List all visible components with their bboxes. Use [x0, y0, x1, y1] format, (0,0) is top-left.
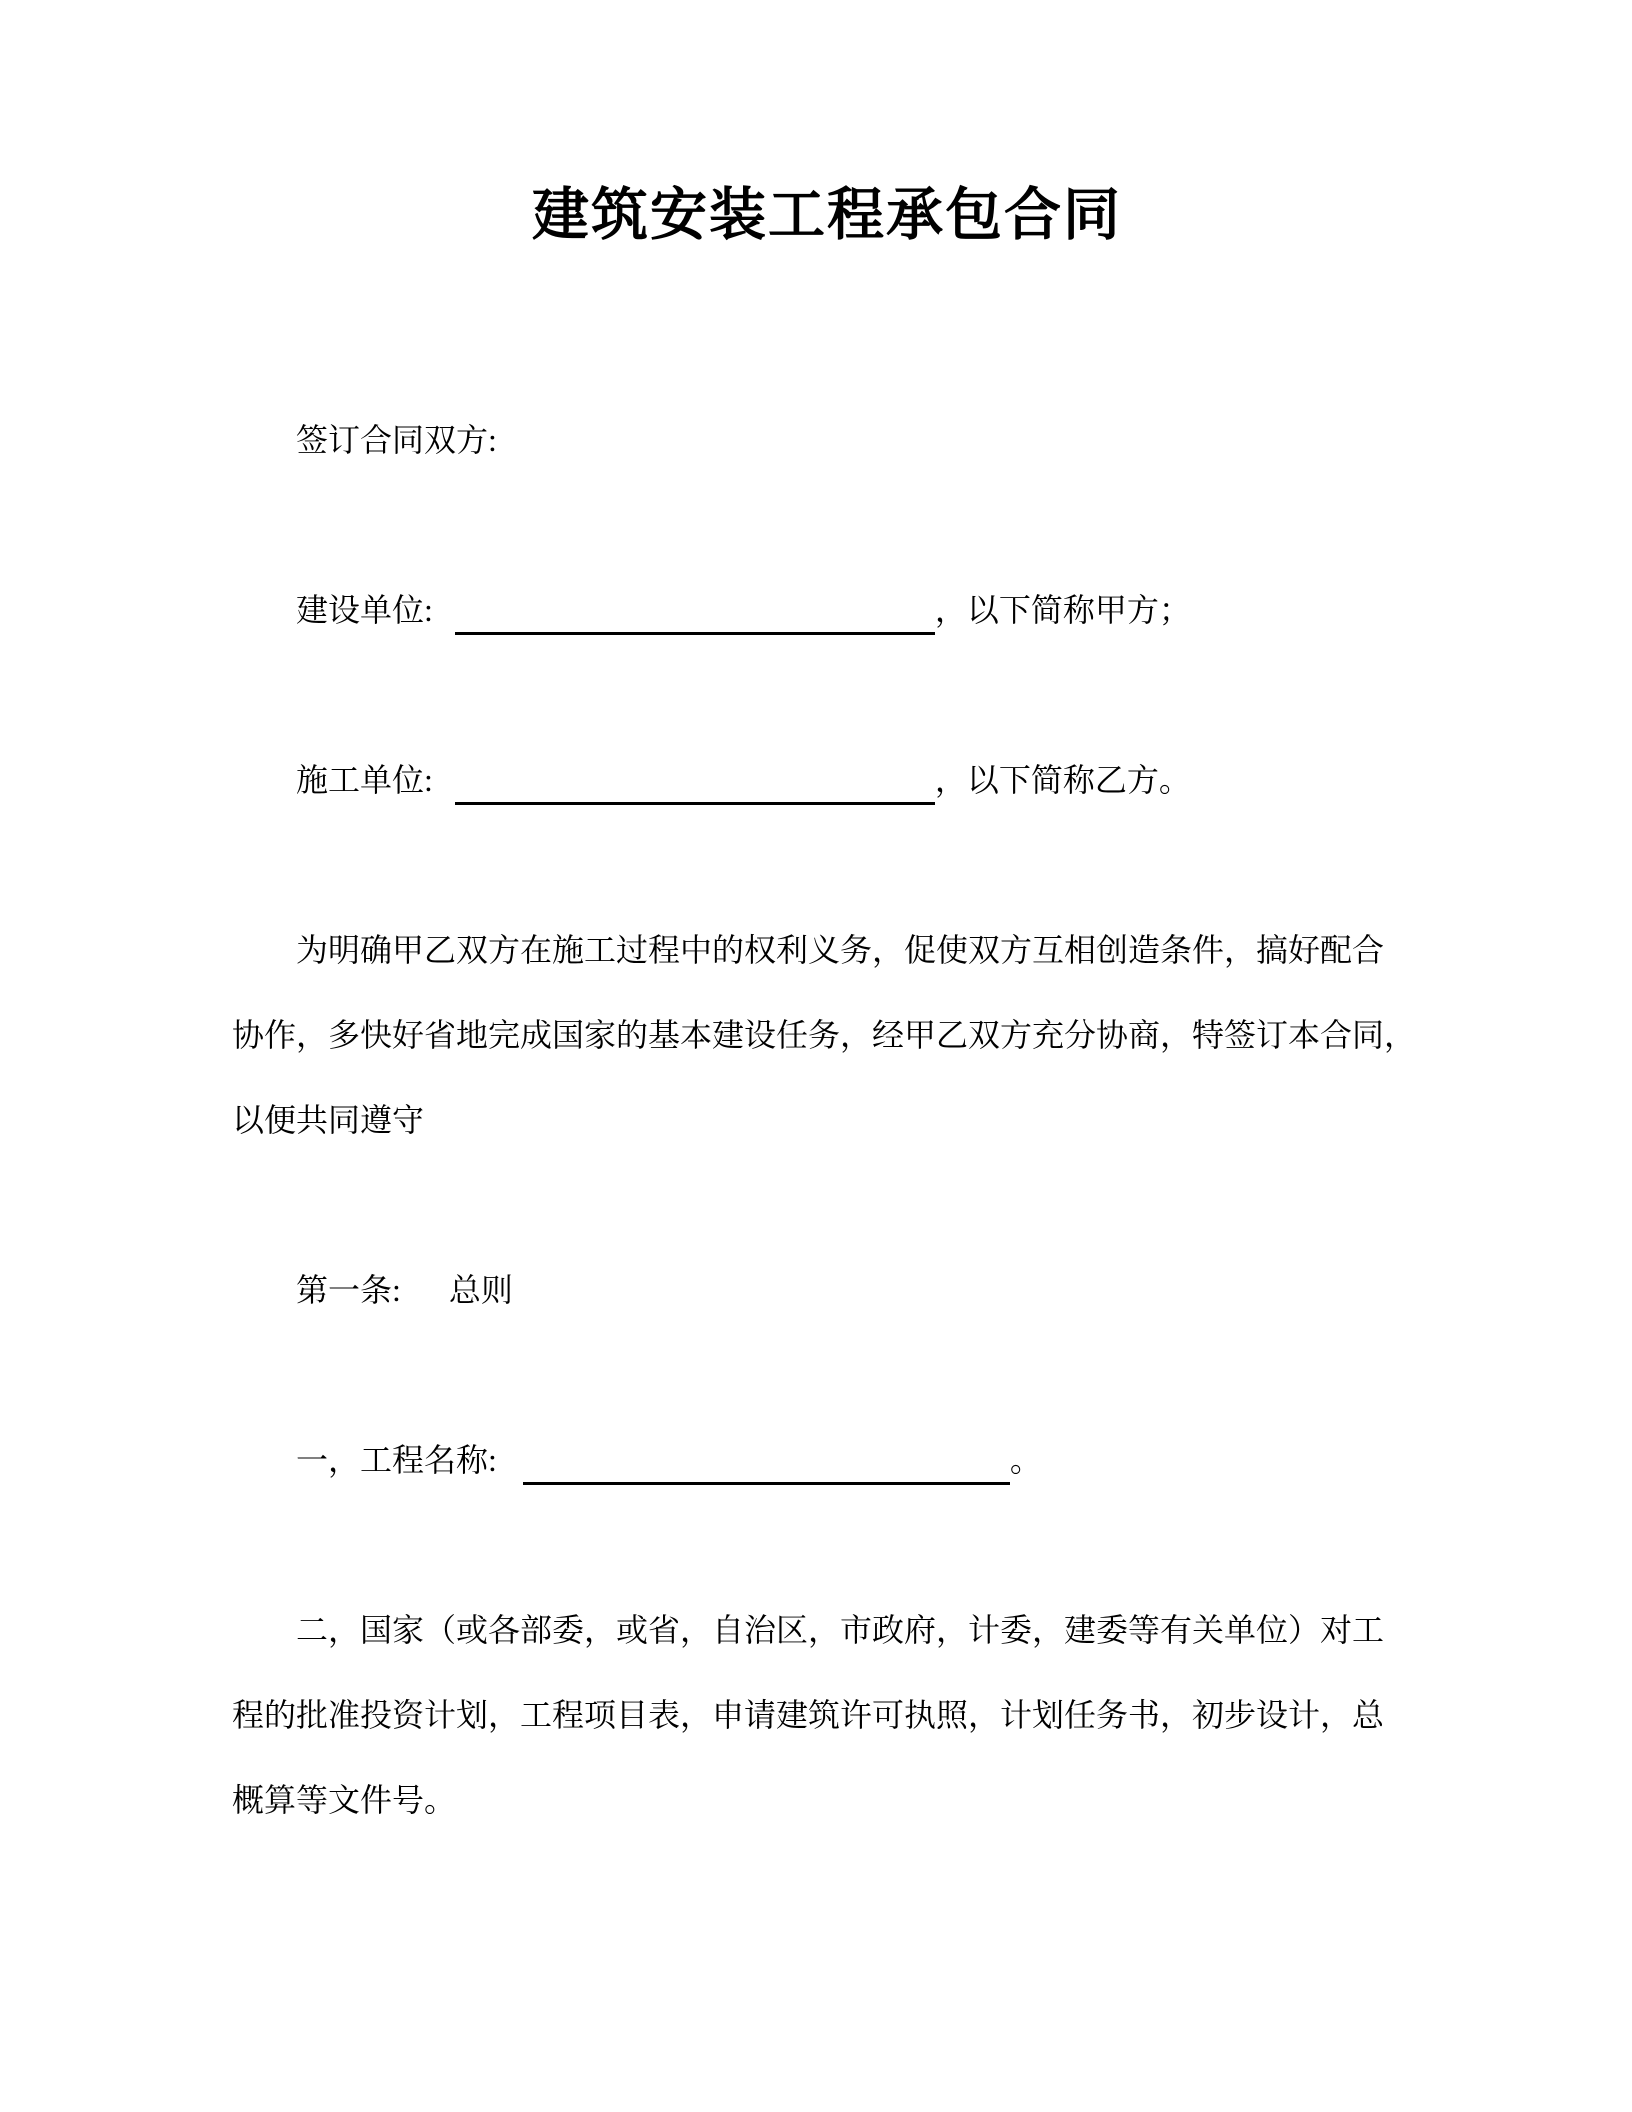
article-1-number: 第一条: [296, 1272, 401, 1308]
clause-2-line-1: 二，国家（或各部委，或省，自治区，市政府，计委，建委等有关单位）对工 [296, 1612, 1385, 1648]
party-a-line [232, 568, 1422, 653]
party-a-suffix: ，以下简称甲方； [934, 592, 1191, 628]
clause-1-line [232, 1418, 1422, 1503]
clause-2-paragraph [232, 1588, 1422, 1843]
parties-intro-line [232, 398, 1422, 483]
parties-intro-label: 签订合同双方: [296, 422, 497, 458]
party-b-line [232, 738, 1422, 823]
preamble-line-3: 以便共同遵守 [232, 1102, 425, 1138]
party-a-label: 建设单位: [296, 592, 433, 628]
article-1-title: 总则 [448, 1272, 513, 1308]
clause-1-label: 一，工程名称: [296, 1442, 497, 1478]
clause-2-line-2: 程的批准投资计划，工程项目表，申请建筑许可执照，计划任务书，初步设计，总 [232, 1697, 1385, 1733]
party-b-blank-line [455, 762, 935, 805]
project-name-blank-line [523, 1442, 1010, 1485]
preamble-line-2: 协作，多快好省地完成国家的基本建设任务，经甲乙双方充分协商，特签订本合同， [232, 1017, 1417, 1053]
clause-2-line-3: 概算等文件号。 [232, 1782, 457, 1818]
document-title: 建筑安装工程承包合同 [532, 183, 1122, 247]
party-a-blank-line [455, 592, 935, 635]
article-1-heading [232, 1248, 1422, 1333]
party-b-label: 施工单位: [296, 762, 433, 798]
preamble-line-1: 为明确甲乙双方在施工过程中的权利义务，促使双方互相创造条件，搞好配合 [296, 932, 1385, 968]
preamble-paragraph [232, 908, 1422, 1163]
party-b-suffix: ，以下简称乙方。 [934, 762, 1191, 798]
clause-1-suffix: 。 [1009, 1442, 1042, 1478]
